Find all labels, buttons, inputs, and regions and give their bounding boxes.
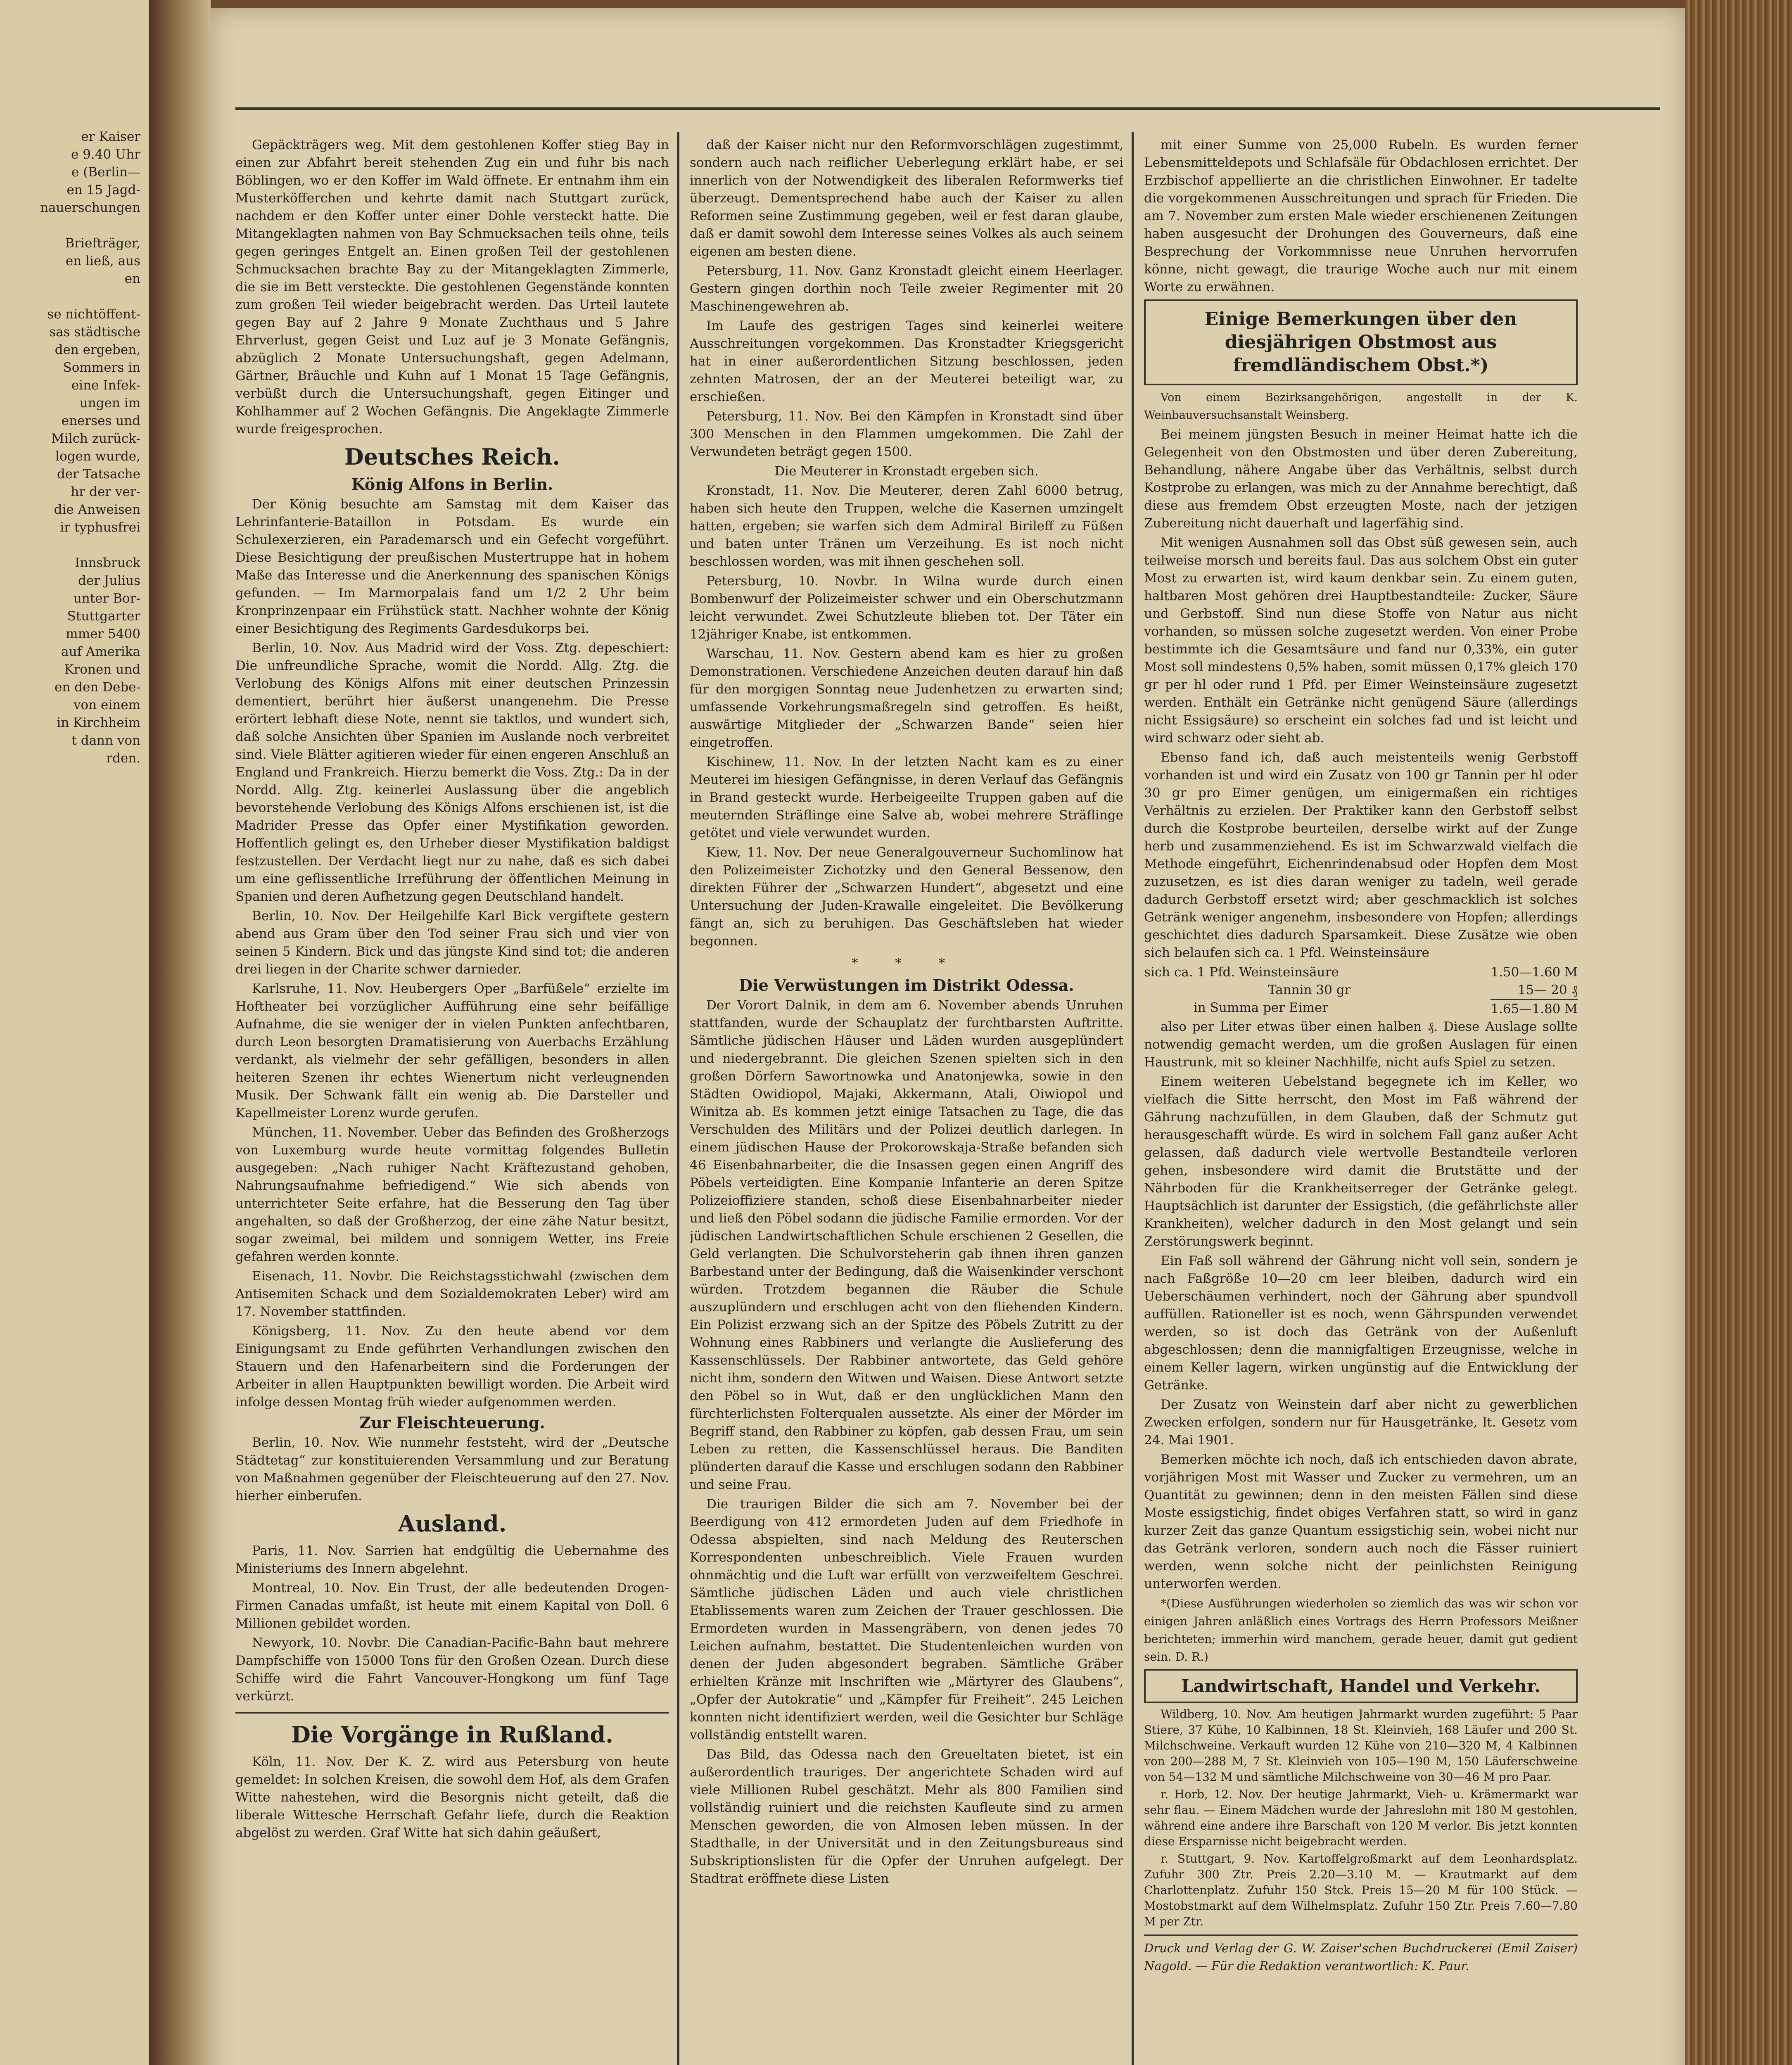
facing-page-line: e (Berlin— — [71, 165, 140, 180]
facing-page-line: der Julius — [78, 573, 140, 588]
facing-page-line: en — [124, 271, 140, 286]
market-report: r. Stuttgart, 9. Nov. Kartoffelgroßmarkt auf dem Leonhardsplatz. Zufuhr 300 Ztr. Preis 2.20—3.10 M. — Krautmarkt auf dem Charlottenplatz. Zufuhr 150 Stck. Preis 15—20 M für 100 Stück. — Mostobstmarkt auf dem Wilhelmsplatz. Zufuhr 150 Ztr. Preis 7.60—7.80 M per Ztr. — [1144, 1852, 1578, 1928]
paragraph: Kischinew, 11. Nov. In der letzten Nacht kam es zu einer Meuterei im hiesigen Gefängnisse, in deren Verlauf das Gefängnis in Brand gesteckt wurde. Herbeigeeilte Truppen gaben auf die meuternden Sträflinge eine Salve ab, wobei mehrere Sträflinge getötet und viele verwundet wurden. — [690, 755, 1123, 840]
paragraph: Kronstadt, 11. Nov. Die Meuterer, deren Zahl 6000 betrug, haben sich heute den Truppen, welche die Kasernen umzingelt hatten, ergeben; sie warfen sich dem Admiral Birileff zu Füßen und baten unter Tränen um Verzeihung. Es ist noch nicht beschlossen worden, was mit ihnen geschehen soll. — [690, 483, 1123, 569]
paragraph: Der Vorort Dalnik, in dem am 6. November abends Unruhen stattfanden, wurde der Schauplatz der furchtbarsten Auftritte. Sämtliche jüdischen Häuser und Läden wurden ausgeplündert und niedergebrannt. Die gleichen Szenen spielten sich in den großen Dörfern Sawortnowka und Anatonjewka, sowie in den Städten Owidiopol, Majaki, Akkermann, Atali, Oiwiopol und Winitza ab. Es kommen jetzt einige Tatsachen zu Tage, die das Verschulden des Militärs und der Polizei deutlich darlegen. In einem jüdischen Hause der Prokorowskaja-Straße befanden sich 46 Eisenbahnarbeiter, die die Insassen gegen einen Angriff des Pöbels verteidigten. Eine Kompanie Infanterie an deren Spitze Polizeioffiziere standen, schoß diese Eisenbahnarbeiter nieder und ließ den Pöbel sodann die jüdische Familie ermorden. Vor der jüdischen Landwirtschaftlichen Schule erschienen 2 Gesellen, die Geld verlangten. Die Schulvorsteherin gab ihnen ihren ganzen Barbestand unter der Bedingung, daß die Waisenkinder verschont würden. Trotzdem begannen die Räuber die Schule auszuplündern und erschlugen acht von den fliehenden Kindern. Ein Polizist erzwang sich an der Spitze des Pöbels Zutritt zu der Wohnung eines Rabbiners und verlangte die Auslieferung des Kassenschlüssels. Der Rabbiner antwortete, das Geld gehöre nicht ihm, sondern den Witwen und Waisen. Diese Antwort setzte den Pöbel so in Wut, daß er den unglücklichen Mann den fürchterlichsten Folterqualen aussetzte. Als einer der Mörder im Begriff stand, den Rabbiner zu köpfen, gab dessen Frau, um sein Leben zu retten, die Kassenschlüssel heraus. Die Banditen plünderten darauf die Kasse und erschlugen sodann den Rabbiner und seine Frau. — [690, 998, 1123, 1492]
price-label: sich ca. 1 Pfd. Weinsteinsäure — [1144, 965, 1339, 980]
paragraph: Karlsruhe, 11. Nov. Heubergers Oper „Barfüßele“ erzielte im Hoftheater bei vorzüglicher Aufführung eine sehr beifällige Aufnahme, die sie weniger der in vielen Punkten anfechtbaren, durch Leon besorgten Dramatisierung von Auerbachs Erzählung verdankt, als vielmehr der sehr gefälligen, besonders in allen heiteren Szenen ihr echtes Wienertum nicht verleugnenden Musik. Der Schwank fällt ein wenig ab. Die Darsteller und Kapellmeister Lorenz wurde gerufen. — [235, 981, 669, 1120]
paragraph: Die traurigen Bilder die sich am 7. November bei der Beerdigung von 412 ermordeten Juden auf dem Friedhofe in Odessa abspielten, sind nach Meldung des Reuterschen Korrespondenten unbeschreiblich. Viele Frauen wurden ohnmächtig und die Luft war erfüllt von verzweifeltem Geschrei. Sämtliche jüdischen Läden und auch viele christlichen Etablissements waren zum Zeichen der Trauer geschlossen. Die Ermordeten wurden in Massengräbern, von denen jedes 70 Leichen aufnahm, bestattet. Die Studentenleichen wurden von denen der Juden abgesondert begraben. Sämtliche Gräber erhielten Kränze mit Inschriften wie „Märtyrer des Glaubens“, „Opfer der Autokratie“ und „Kämpfer für Freiheit“. 245 Leichen konnten nicht identifiziert werden, weil die Gesichter bur Schläge vollständig entstellt waren. — [690, 1497, 1123, 1742]
price-row — [1144, 981, 1578, 999]
price-value: 1.50—1.60 M — [1491, 965, 1578, 980]
facing-page-line: sas städtische — [49, 325, 140, 339]
imprint: Druck und Verlag der G. W. Zaiser'schen Buchdruckerei (Emil Zaiser) Nagold. — Für die Redaktion verantwortlich: K. Paur. — [1144, 1934, 1578, 1975]
paragraph: Montreal, 10. Nov. Ein Trust, der alle bedeutenden Drogen-Firmen Canadas umfaßt, ist heute mit einem Kapital von Doll. 6 Millionen gebildet worden. — [235, 1581, 669, 1631]
column-2 — [690, 136, 1123, 2065]
paragraph: Die Meuterer in Kronstadt ergeben sich. — [774, 464, 1039, 479]
paragraph: Petersburg, 11. Nov. Bei den Kämpfen in Kronstadt sind über 300 Menschen in den Flammen umgekommen. Die Zahl der Verwundeten beträgt gegen 1500. — [690, 409, 1123, 459]
subsection-title: Die Verwüstungen im Distrikt Odessa. — [739, 976, 1074, 995]
facing-page-line: e 9.40 Uhr — [71, 147, 140, 162]
section-title-box — [1144, 1669, 1578, 1703]
paragraph: Der König besuchte am Samstag mit dem Kaiser das Lehrinfanterie-Bataillon in Potsdam. Es wurde ein Schulexerzieren, ein Parademarsch und ein Gefecht vorgeführt. Diese Besichtigung der preußischen Mustertruppe hat in hohem Maße das Interesse und die Anerkennung des spanischen Königs gefunden. — Im Marmorpalais fand um 1/2 2 Uhr beim Kronprinzenpaar ein Frühstück statt. Nachher wohnte der König einer Besichtigung des Regiments Gardesdukorps bei. — [235, 497, 669, 636]
facing-page-line: hr der ver- — [71, 484, 140, 499]
paragraph: Warschau, 11. Nov. Gestern abend kam es hier zu großen Demonstrationen. Verschiedene Anzeichen deuten darauf hin daß für den morgigen Sonntag neue Judenhetzen zu erwarten sind; umfassende Vorkehrungsmaßregeln sind getroffen. Es heißt, auswärtige Mitglieder der „Schwarzen Bande“ seien hier eingetroffen. — [690, 646, 1123, 750]
paragraph: Gepäckträgers weg. Mit dem gestohlenen Koffer stieg Bay in einen zur Abfahrt bereit stehenden Zug ein und fuhr bis nach Böblingen, wo er den Koffer im Wald öffnete. Er entnahm ihm ein Musterköfferchen und kehrte damit nach Stuttgart zurück, nachdem er den Koffer unter einer Dohle versteckt hatte. Die Mitangeklagten nahmen von Bay Schmucksachen teils ohne, teils gegen geringes Entgelt an. Einen großen Teil der gestohlenen Schmucksachen brachte Bay zu der Mitangeklagten Zimmerle, die sie im Bett versteckte. Die gestohlenen Gegenstände konnten zum großen Teil wieder beigebracht werden. Das Urteil lautete gegen Bay auf 2 Jahre 9 Monate Zuchthaus und 5 Jahre Ehrverlust, gegen Geist und Luz auf je 3 Monate Gefängnis, abzüglich 2 Monate Untersuchungshaft, gegen Adelmann, Gärtner, Bräuchle und Kuhn auf 1 Monat 15 Tage Gefängnis, verbüßt durch die Untersuchungshaft, gegen Eitinger und Kohlhammer auf 2 Wochen Gefängnis. Die Angeklagte Zimmerle wurde freigesprochen. — [235, 138, 669, 437]
facing-page-line: en ließ, aus — [65, 254, 140, 268]
facing-page-line: enerses und — [61, 413, 140, 428]
paragraph: daß der Kaiser nicht nur den Reformvorschlägen zugestimmt, sondern auch nach reiflicher Ueberlegung erklärt habe, er sei innerlich von der Notwendigkeit des liberalen Reformwerks tief überzeugt. Dementsprechend habe auch der Kaiser zu allen Reformen seine Zustimmung gegeben, weil er fest daran glaube, daß er damit sowohl dem Interesse seines Volkes als auch seinem eigenen am besten diene. — [690, 138, 1123, 259]
facing-page-line: se nichtöffent- — [47, 307, 140, 322]
facing-page-line — [0, 217, 140, 235]
paragraph: mit einer Summe von 25,000 Rubeln. Es wurden ferner Lebensmitteldepots und Schlafsäle für Obdachlosen errichtet. Der Erzbischof appellierte an die christlichen Einwohner. Er tadelte die vorgekommenen Ausschreitungen und sprach für Frieden. Die am 7. November zum ersten Male wieder erschienenen Zeitungen haben ausgesucht der Drohungen des Gouverneurs, daß eine Besprechung der Vorkommnisse neue Unruhen hervorrufen könne, nicht gewagt, die traurige Woche auch nur mit einem Worte zu erwähnen. — [1144, 138, 1578, 294]
facing-page-line: den ergeben, — [55, 342, 140, 357]
paragraph: Kiew, 11. Nov. Der neue Generalgouverneur Suchomlinow hat den Polizeimeister Zichotzky und den General Bessenow, den direkten Führer der „Schwarzen Hundert“, abgesetzt und eine Untersuchung der Juden-Krawalle eingeleitet. Die Bevölkerung fängt an, sich zu beruhigen. Das Geschäftsleben hat wieder begonnen. — [690, 845, 1123, 949]
book-edge — [1685, 0, 1792, 2065]
paragraph: Berlin, 10. Nov. Der Heilgehilfe Karl Bick vergiftete gestern abend aus Gram über den Tod seiner Frau sich und vier von seinen 5 Kindern. Bick und das jüngste Kind sind tot; die anderen drei liegen in der Charite schwer darnieder. — [235, 909, 669, 977]
price-label: Tannin 30 gr — [1268, 983, 1351, 997]
facing-page-text — [0, 128, 145, 2065]
paragraph: Bei meinem jüngsten Besuch in meiner Heimat hatte ich die Gelegenheit von den Obstmosten und über deren Zubereitung, Behandlung, nähere Angabe über das Verhältnis, selbst durch Kostprobe zu erlangen, was mich zu der Annahme berechtigt, daß diese aus fremdem Obst erzeugten Moste, nach der jetzigen Zubereitung nicht dauerhaft und lagerfähig sind. — [1144, 427, 1578, 531]
facing-page-line: der Tatsache — [57, 467, 140, 482]
facing-page-line: mmer 5400 — [66, 627, 140, 641]
facing-page-line: en 15 Jagd- — [66, 183, 140, 197]
paragraph: also per Liter etwas über einen halben ₰. Diese Auslage sollte notwendig gemacht werden, um die großen Auslagen für einen Haustrunk, mit so kleiner Nachhilfe, nicht aufs Spiel zu setzen. — [1144, 1019, 1578, 1070]
paragraph: Das Bild, das Odessa nach den Greueltaten bietet, ist ein außerordentlich trauriges. Der angerichtete Schaden wird auf viele Millionen Rubel geschätzt. Mehr als 800 Familien sind vollständig ruiniert und die reichsten Kaufleute sind zu armen Menschen geworden, die von Almosen leben müssen. In der Stadthalle, in der Universität und in den Zeitungsbureaus sind Subskriptionslisten für die Opfer der Unruhen aufgelegt. Der Stadtrat eröffnete diese Listen — [690, 1747, 1123, 1886]
separator-stars: * * * — [851, 956, 962, 971]
facing-page-line: ungen im — [79, 396, 140, 411]
column-rule — [1132, 132, 1134, 2065]
price-value: 15— 20 ₰ — [1517, 983, 1578, 997]
top-rule — [235, 107, 1660, 110]
article-title-box — [1144, 299, 1578, 385]
paragraph: Berlin, 10. Nov. Wie nunmehr feststeht, wird der „Deutsche Städtetag“ zur konstituierenden Versammlung und zur Beratung von Maßnahmen gegenüber der Fleischteuerung auf den 27. Nov. hierher einberufen. — [235, 1435, 669, 1503]
byline: Von einem Bezirksangehörigen, angestellt in der K. Weinbauversuchsanstalt Weinsberg. — [1144, 391, 1578, 422]
price-label: in Summa per Eimer — [1194, 1000, 1329, 1015]
newspaper-page — [211, 8, 1685, 2065]
facing-page-line: die Anweisen — [54, 502, 140, 517]
paragraph: Königsberg, 11. Nov. Zu den heute abend vor dem Einigungsamt zu Ende geführten Verhandlungen zwischen den Stauern und den Hafenarbeitern sind die Forderungen der Arbeiter in allen Hauptpunkten bewilligt worden. Die Arbeit wird infolge dessen Montag früh wieder aufgenommen werden. — [235, 1324, 669, 1410]
price-row — [1144, 964, 1578, 981]
paragraph: Der Zusatz von Weinstein darf aber nicht zu gewerblichen Zwecken erfolgen, sondern nur für Hausgetränke, lt. Gesetz vom 24. Mai 1901. — [1144, 1397, 1578, 1448]
facing-page-line: auf Amerika — [61, 644, 140, 659]
facing-page-line: von einem — [74, 698, 140, 712]
paragraph: Bemerken möchte ich noch, daß ich entschieden davon abrate, vorjährigen Most mit Wasser und Zucker zu vermehren, um an Quantität zu gewinnen; denn in den meisten Fällen sind diese Moste essigstichig, findet obiges Verfahren statt, so wird in ganz kurzer Zeit das ganze Quantum essigstichig sein, wobei nicht nur das Getränk verloren, sondern auch noch die Fässer ruiniert werden, wenn solche nicht der peinlichsten Reinigung unterworfen werden. — [1144, 1452, 1578, 1591]
paragraph: Im Laufe des gestrigen Tages sind keinerlei weitere Ausschreitungen vorgekommen. Das Kronstadter Kriegsgericht hat in einer außerordentlichen Sitzung beschlossen, jeden zehnten Matrosen, der an der Meuterei beteiligt war, zu erschießen. — [690, 318, 1123, 404]
price-total-row — [1144, 999, 1578, 1018]
paragraph: Einem weiteren Uebelstand begegnete ich im Keller, wo vielfach die Sitte herrscht, den Most im Faß während der Gährung nachzufüllen, in dem Glauben, daß der Schmutz gut herausgeschafft würde. Es wird in solchem Fall ganz außer Acht gelassen, daß dadurch viele wertvolle Bestandteile verloren gehen, insbesondere wird damit die Brutstätte und der Nährboden für die Krankheitserreger der Getränke gelegt. Hauptsächlich ist darunter der Essigstich, (die gefährlichste aller Krankheiten), welcher dadurch in den Most gelangt und sein Zerstörungswerk beginnt. — [1144, 1074, 1578, 1249]
market-report: r. Horb, 12. Nov. Der heutige Jahrmarkt, Vieh- u. Krämermarkt war sehr flau. — Einem Mädchen wurde der Jahreslohn mit 180 M gestohlen, während eine andere ihre Barschaft von 120 M verlor. Bis jetzt konnten diese Ersparnisse nicht beigebracht werden. — [1144, 1787, 1578, 1848]
facing-page-line: er Kaiser — [81, 129, 140, 144]
paragraph: Köln, 11. Nov. Der K. Z. wird aus Petersburg von heute gemeldet: In solchen Kreisen, die sowohl dem Hof, als dem Grafen Witte nahestehen, wird die Besorgnis nicht geteilt, daß die liberale Wittesche Herrschaft Gefahr liefe, durch die Reaktion abgelöst zu werden. Graf Witte hat sich dahin geäußert, — [235, 1754, 669, 1840]
paragraph: München, 11. November. Ueber das Befinden des Großherzogs von Luxemburg wurde heute vormittag folgendes Bulletin ausgegeben: „Nach ruhiger Nacht Kräftezustand gehoben, Nahrungsaufnahme befriedigend.“ Wie sich abends von unterrichteter Seite erfahre, hat die Besserung den Tag über angehalten, so daß der Großherzog, der eine zähe Natur besitzt, sogar zweimal, bei mildem und sonnigem Wetter, ins Freie gefahren werden konnte. — [235, 1125, 669, 1264]
facing-page-line: unter Bor- — [73, 591, 140, 606]
paragraph: Ein Faß soll während der Gährung nicht voll sein, sondern je nach Faßgröße 10—20 cm leer bleiben, dadurch wird ein Ueberschäumen verhindert, noch der Gährung aber spundvoll auffüllen. Rationeller ist es noch, wenn Gährspunden verwendet werden, so ist doch das Getränk von der Außenluft abgeschlossen; denn die mannigfaltigen Erzeugnisse, welche in einem Keller lagern, wirken ungünstig auf die Entwicklung der Getränke. — [1144, 1253, 1578, 1393]
facing-page-line: Milch zurück- — [51, 431, 140, 446]
paragraph: Petersburg, 10. Novbr. In Wilna wurde durch einen Bombenwurf der Polizeimeister schwer und ein Oberschutzmann leicht verwundet. Zwei Schutzleute blieben tot. Der Täter ein 12jähriger Knabe, ist entkommen. — [690, 574, 1123, 642]
paragraph: Eisenach, 11. Novbr. Die Reichstagsstichwahl (zwischen dem Antisemiten Schack und dem Sozialdemokraten Leber) wird am 17. November stattfinden. — [235, 1269, 669, 1319]
paragraph: Petersburg, 11. Nov. Ganz Kronstadt gleicht einem Heerlager. Gestern gingen dorthin noch Teile zweier Regimenter mit 20 Maschinengewehren ab. — [690, 263, 1123, 314]
column-1 — [235, 136, 669, 2065]
subsection-title: König Alfons in Berlin. — [351, 475, 553, 494]
price-value: 1.65—1.80 M — [1491, 999, 1578, 1018]
column-3 — [1144, 136, 1578, 2065]
facing-page-line: Kronen und — [64, 662, 140, 677]
facing-page-line: nauerschungen — [40, 200, 140, 215]
facing-page-line: logen wurde, — [55, 449, 140, 464]
facing-page-line: rden. — [106, 751, 140, 766]
section-title: Deutsches Reich. — [344, 444, 560, 470]
article-title: Einige Bemerkungen über den diesjährigen Obstmost aus fremdländischem Obst.*) — [1204, 309, 1517, 376]
facing-page-line: Sommers in — [63, 360, 140, 375]
facing-page-line — [0, 288, 140, 306]
facing-page-line: Stuttgarter — [67, 609, 140, 624]
paragraph: Paris, 11. Nov. Sarrien hat endgültig die Uebernahme des Ministeriums des Innern abgelehnt. — [235, 1543, 669, 1576]
facing-page-line: eine Infek- — [71, 378, 140, 393]
section-title: Die Vorgänge in Rußland. — [291, 1721, 613, 1748]
footnote: *(Diese Ausführungen wiederholen so ziemlich das was wir schon vor einigen Jahren anläßlich eines Vortrags des Herrn Professors Meißner berichteten; immerhin wird manchem, gerade heuer, damit gut gedient sein. D. R.) — [1144, 1597, 1578, 1664]
facing-page-line: Briefträger, — [65, 236, 140, 251]
market-report: Wildberg, 10. Nov. Am heutigen Jahrmarkt wurden zugeführt: 5 Paar Stiere, 37 Kühe, 10 Kalbinnen, 18 St. Kleinvieh, 168 Läufer und 200 St. Milchschweine. Verkauft wurden 12 Kühe von 210—320 M, 4 Kalbinnen von 200—288 M, 7 St. Kleinvieh von 105—190 M, 150 Läuferschweine von 54—132 M und sämtliche Milchschweine von 30—46 M pro Paar. — [1144, 1707, 1578, 1784]
facing-page-line: Innsbruck — [75, 555, 140, 570]
book-gutter — [149, 0, 211, 2065]
divider — [235, 1712, 669, 1714]
paragraph: Newyork, 10. Novbr. Die Canadian-Pacific-Bahn baut mehrere Dampfschiffe von 15000 Tons für den Großen Ozean. Durch diese Schiffe wird die Fahrt Vancouver-Hongkong um fünf Tage verkürzt. — [235, 1635, 669, 1704]
section-title: Ausland. — [398, 1510, 507, 1537]
facing-page — [0, 0, 151, 2065]
facing-page-line: ir typhusfrei — [60, 520, 140, 535]
subsection-title: Zur Fleischteuerung. — [359, 1413, 545, 1432]
facing-page-line — [0, 536, 140, 554]
paragraph: Berlin, 10. Nov. Aus Madrid wird der Voss. Ztg. depeschiert: Die unfreundliche Sprache, womit die Nordd. Allg. Ztg. die Verlobung des Königs Alfons mit einer deutschen Prinzessin dementiert, berührt hier äußerst unangenehm. Die Presse erörtert lebhaft diese Note, nennt sie taktlos, und wundert sich, daß solche Ansichten über Spanien im Auslande noch verbreitet sind. Viele Blätter agitieren wieder für einen engeren Anschluß an England und Frankreich. Hierzu bemerkt die Voss. Ztg.: Da in der Nordd. Allg. Ztg. keinerlei Auslassung über die angeblich bevorstehende Verlobung des Königs Alfons erschienen ist, ist die Madrider Presse das Opfer einer Mystifikation geworden. Hoffentlich gelingt es, den Urheber dieser Mystifikation baldigst festzustellen. Der Verdacht liegt nur zu nahe, daß es sich dabei um eine geflissentliche Irreführung der öffentlichen Meinung in Spanien und deren Aufhetzung gegen Deutschland handelt. — [235, 641, 669, 904]
facing-page-line: t dann von — [71, 733, 140, 748]
facing-page-line: en den Debe- — [54, 680, 140, 695]
column-rule — [677, 132, 679, 2065]
paragraph: Ebenso fand ich, daß auch meistenteils wenig Gerbstoff vorhanden ist und wird ein Zusatz von 100 gr Tannin per hl oder 30 gr pro Eimer genügen, um einigermaßen ein richtiges Verhältnis zu erzielen. Der Praktiker kann den Gerbstoff selbst durch die Kostprobe beurteilen, derselbe wirkt auf der Zunge herb und zusammenziehend. Es ist im Schwarzwald vielfach die Methode eingeführt, Eichenrindenabsud oder Hopfen dem Most zuzusetzen, es ist dies daran weniger zu tadeln, weil gerade dadurch Gerbstoff ersetzt wird; aber geschmacklich ist solches Getränk weniger angenehm, insbesondere von Hopfen; allerdings geschichtet dies dadurch Sparsamkeit. Diese Zusätze wie oben sich belaufen sich ca. 1 Pfd. Weinsteinsäure — [1144, 750, 1578, 960]
paragraph: Mit wenigen Ausnahmen soll das Obst süß gewesen sein, auch teilweise morsch und bereits faul. Das aus solchem Obst ein guter Most zu erwarten ist, wird kaum denkbar sein. Zu einem guten, haltbaren Most gehören drei Hauptbestandteile: Zucker, Säure und Gerbstoff. Sind nun diese Stoffe von Natur aus nicht vorhanden, so müssen solche zugesetzt werden. Von einer Probe bestimmte ich die Gesamtsäure und fand nur 0,33%, ein guter Most soll mindestens 0,5% haben, somit müssen 0,17% gleich 170 gr per hl oder rund 1 Pfd. per Eimer Weinsteinsäure zugesetzt werden. Enthält ein Getränke nicht genügend Säure (allerdings nicht Essigsäure) so erscheint ein solches fad und ist leicht und wird schwarz oder sieht ab. — [1144, 535, 1578, 745]
section-title: Landwirtschaft, Handel und Verkehr. — [1181, 1676, 1540, 1696]
facing-page-line: in Kirchheim — [57, 715, 140, 730]
